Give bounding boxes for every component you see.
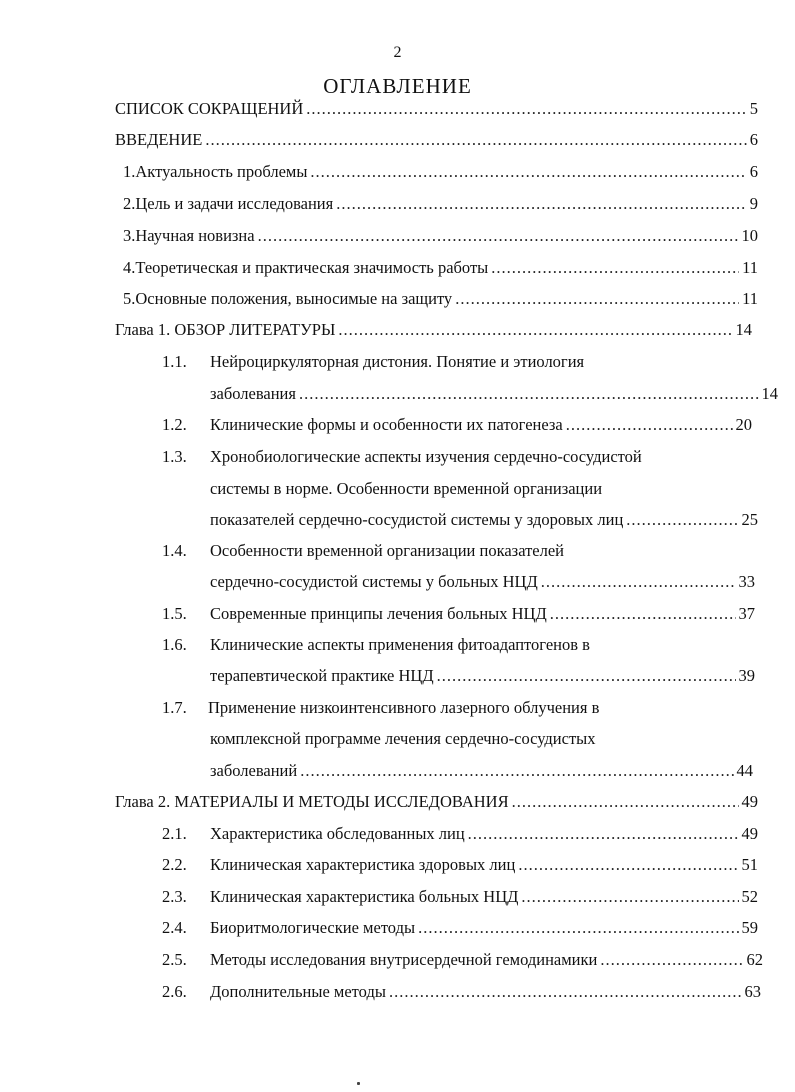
toc-entry-4[interactable]	[123, 258, 758, 278]
toc-entry-number: 2.4.	[162, 918, 187, 937]
toc-entry-number: 5.	[123, 289, 136, 308]
leader-dots	[306, 99, 746, 119]
toc-entry-page: 37	[738, 604, 755, 623]
toc-entry-2-5[interactable]	[210, 950, 763, 970]
toc-entry-number: 2.	[123, 194, 136, 213]
toc-entry-1-3[interactable]	[210, 510, 758, 530]
toc-entry-title-line: Клинические аспекты применения фитоадаптогенов в	[210, 635, 590, 654]
leader-dots	[455, 289, 739, 309]
toc-entry-title: Клиническая характеристика больных НЦД	[210, 887, 519, 906]
toc-entry-number: 2.5.	[162, 950, 187, 969]
toc-entry-title-line: Нейроциркуляторная дистония. Понятие и этиология	[210, 352, 585, 371]
toc-entry-title: Характеристика обследованных лиц	[210, 824, 465, 843]
toc-entry-page: 49	[741, 824, 758, 843]
toc-entry-2-4[interactable]	[210, 918, 758, 938]
leader-dots	[491, 258, 739, 278]
toc-entry-number: 1.5.	[162, 604, 187, 623]
toc-entry-page: 44	[736, 761, 753, 780]
toc-entry-page: 9	[749, 194, 758, 213]
toc-entry-page: 39	[738, 666, 755, 685]
toc-entry-title: Основные положения, выносимые на защиту	[135, 289, 453, 308]
toc-entry-title: заболеваний	[210, 761, 298, 780]
toc-entry-title-line: Хронобиологические аспекты изучения сердечно-сосудистой	[210, 447, 642, 466]
toc-entry-title: Глава 1. ОБЗОР ЛИТЕРАТУРЫ	[115, 320, 336, 339]
toc-entry-page: 52	[741, 887, 758, 906]
leader-dots	[338, 320, 732, 340]
toc-entry-page: 11	[742, 289, 758, 308]
toc-entry-number: 2.6.	[162, 982, 187, 1001]
toc-entry-number: 1.4.	[162, 541, 187, 560]
leader-dots	[418, 918, 738, 938]
leader-dots	[600, 950, 743, 970]
toc-entry-2-6[interactable]	[210, 982, 761, 1002]
toc-entry-title: заболевания	[210, 384, 296, 403]
toc-entry-2-1[interactable]	[210, 824, 758, 844]
leader-dots	[205, 130, 746, 150]
toc-entry-introduction[interactable]	[115, 130, 758, 150]
toc-entry-1-2[interactable]	[210, 415, 752, 435]
toc-title: ОГЛАВЛЕНИЕ	[323, 74, 472, 98]
leader-dots	[518, 855, 738, 875]
leader-dots	[389, 982, 742, 1002]
leader-dots	[541, 572, 736, 592]
toc-entry-page: 14	[761, 384, 778, 403]
toc-entry-page: 62	[746, 950, 763, 969]
leader-dots	[468, 824, 739, 844]
toc-entry-number: 1.1.	[162, 352, 187, 371]
leader-dots	[626, 510, 738, 530]
toc-entry-title: Теоретическая и практическая значимость работы	[135, 258, 489, 277]
leader-dots	[550, 604, 736, 624]
leader-dots	[258, 226, 739, 246]
toc-entry-1-7[interactable]	[210, 761, 753, 781]
toc-entry-title: Современные принципы лечения больных НЦД	[210, 604, 547, 623]
toc-entry-title: Дополнительные методы	[210, 982, 386, 1001]
page-number: 2	[393, 44, 402, 61]
leader-dots	[310, 162, 746, 182]
toc-entry-title: ВВЕДЕНИЕ	[115, 130, 203, 149]
toc-entry-page: 5	[749, 99, 758, 118]
toc-entry-page: 59	[741, 918, 758, 937]
toc-entry-title: Клиническая характеристика здоровых лиц	[210, 855, 516, 874]
toc-entry-page: 49	[741, 792, 758, 811]
toc-entry-title: Глава 2. МАТЕРИАЛЫ И МЕТОДЫ ИССЛЕДОВАНИЯ	[115, 792, 509, 811]
toc-entry-2[interactable]	[123, 194, 758, 214]
toc-entry-5[interactable]	[123, 289, 758, 309]
toc-entry-number: 1.3.	[162, 447, 187, 466]
toc-entry-number: 2.1.	[162, 824, 187, 843]
toc-entry-number: 1.2.	[162, 415, 187, 434]
toc-entry-title: СПИСОК СОКРАЩЕНИЙ	[115, 99, 304, 118]
toc-entry-page: 6	[749, 130, 758, 149]
toc-entry-number: 4.	[123, 258, 136, 277]
toc-entry-title: Актуальность проблемы	[135, 162, 308, 181]
toc-entry-1[interactable]	[123, 162, 758, 182]
toc-entry-page: 10	[741, 226, 758, 245]
toc-entry-page: 51	[741, 855, 758, 874]
toc-entry-3[interactable]	[123, 226, 758, 246]
toc-entry-title: Цель и задачи исследования	[135, 194, 334, 213]
toc-entry-title: Клинические формы и особенности их патогенеза	[210, 415, 563, 434]
toc-entry-number: 3.	[123, 226, 136, 245]
toc-entry-2-2[interactable]	[210, 855, 758, 875]
toc-entry-page: 14	[735, 320, 752, 339]
toc-entry-1-5[interactable]	[210, 604, 755, 624]
toc-entry-1-1[interactable]	[210, 384, 778, 404]
toc-entry-number: 1.6.	[162, 635, 187, 654]
toc-entry-abbreviations[interactable]	[115, 99, 758, 119]
toc-entry-title-line: системы в норме. Особенности временной организации	[210, 479, 603, 498]
toc-entry-chapter-2[interactable]	[115, 792, 758, 812]
toc-entry-number: 2.2.	[162, 855, 187, 874]
leader-dots	[521, 887, 738, 907]
toc-entry-title: Биоритмологические методы	[210, 918, 416, 937]
toc-entry-2-3[interactable]	[210, 887, 758, 907]
toc-entry-1-6[interactable]	[210, 666, 755, 686]
toc-entry-page: 20	[735, 415, 752, 434]
toc-entry-page: 63	[744, 982, 761, 1001]
toc-entry-title-line: комплексной программе лечения сердечно-сосудистых	[210, 729, 596, 748]
toc-entry-title-line: Применение низкоинтенсивного лазерного облучения в	[208, 698, 600, 717]
toc-entry-title: показателей сердечно-сосудистой системы у здоровых лиц	[210, 510, 624, 529]
toc-entry-chapter-1[interactable]	[115, 320, 752, 340]
leader-dots	[299, 384, 759, 404]
toc-entry-1-4[interactable]	[210, 572, 755, 592]
toc-entry-page: 6	[749, 162, 758, 181]
leader-dots	[300, 761, 733, 781]
leader-dots	[512, 792, 739, 812]
leader-dots	[336, 194, 747, 214]
toc-entry-title: терапевтической практике НЦД	[210, 666, 434, 685]
scan-speck	[357, 1082, 360, 1085]
toc-entry-title: сердечно-сосудистой системы у больных НЦД	[210, 572, 538, 591]
toc-entry-page: 25	[741, 510, 758, 529]
toc-entry-title: Научная новизна	[135, 226, 255, 245]
toc-entry-page: 11	[742, 258, 758, 277]
toc-entry-number: 1.7.	[162, 698, 187, 717]
leader-dots	[566, 415, 733, 435]
toc-entry-title: Методы исследования внутрисердечной гемодинамики	[210, 950, 598, 969]
toc-entry-number: 1.	[123, 162, 136, 181]
toc-entry-title-line: Особенности временной организации показателей	[210, 541, 565, 560]
leader-dots	[437, 666, 736, 686]
toc-entry-number: 2.3.	[162, 887, 187, 906]
toc-entry-page: 33	[738, 572, 755, 591]
